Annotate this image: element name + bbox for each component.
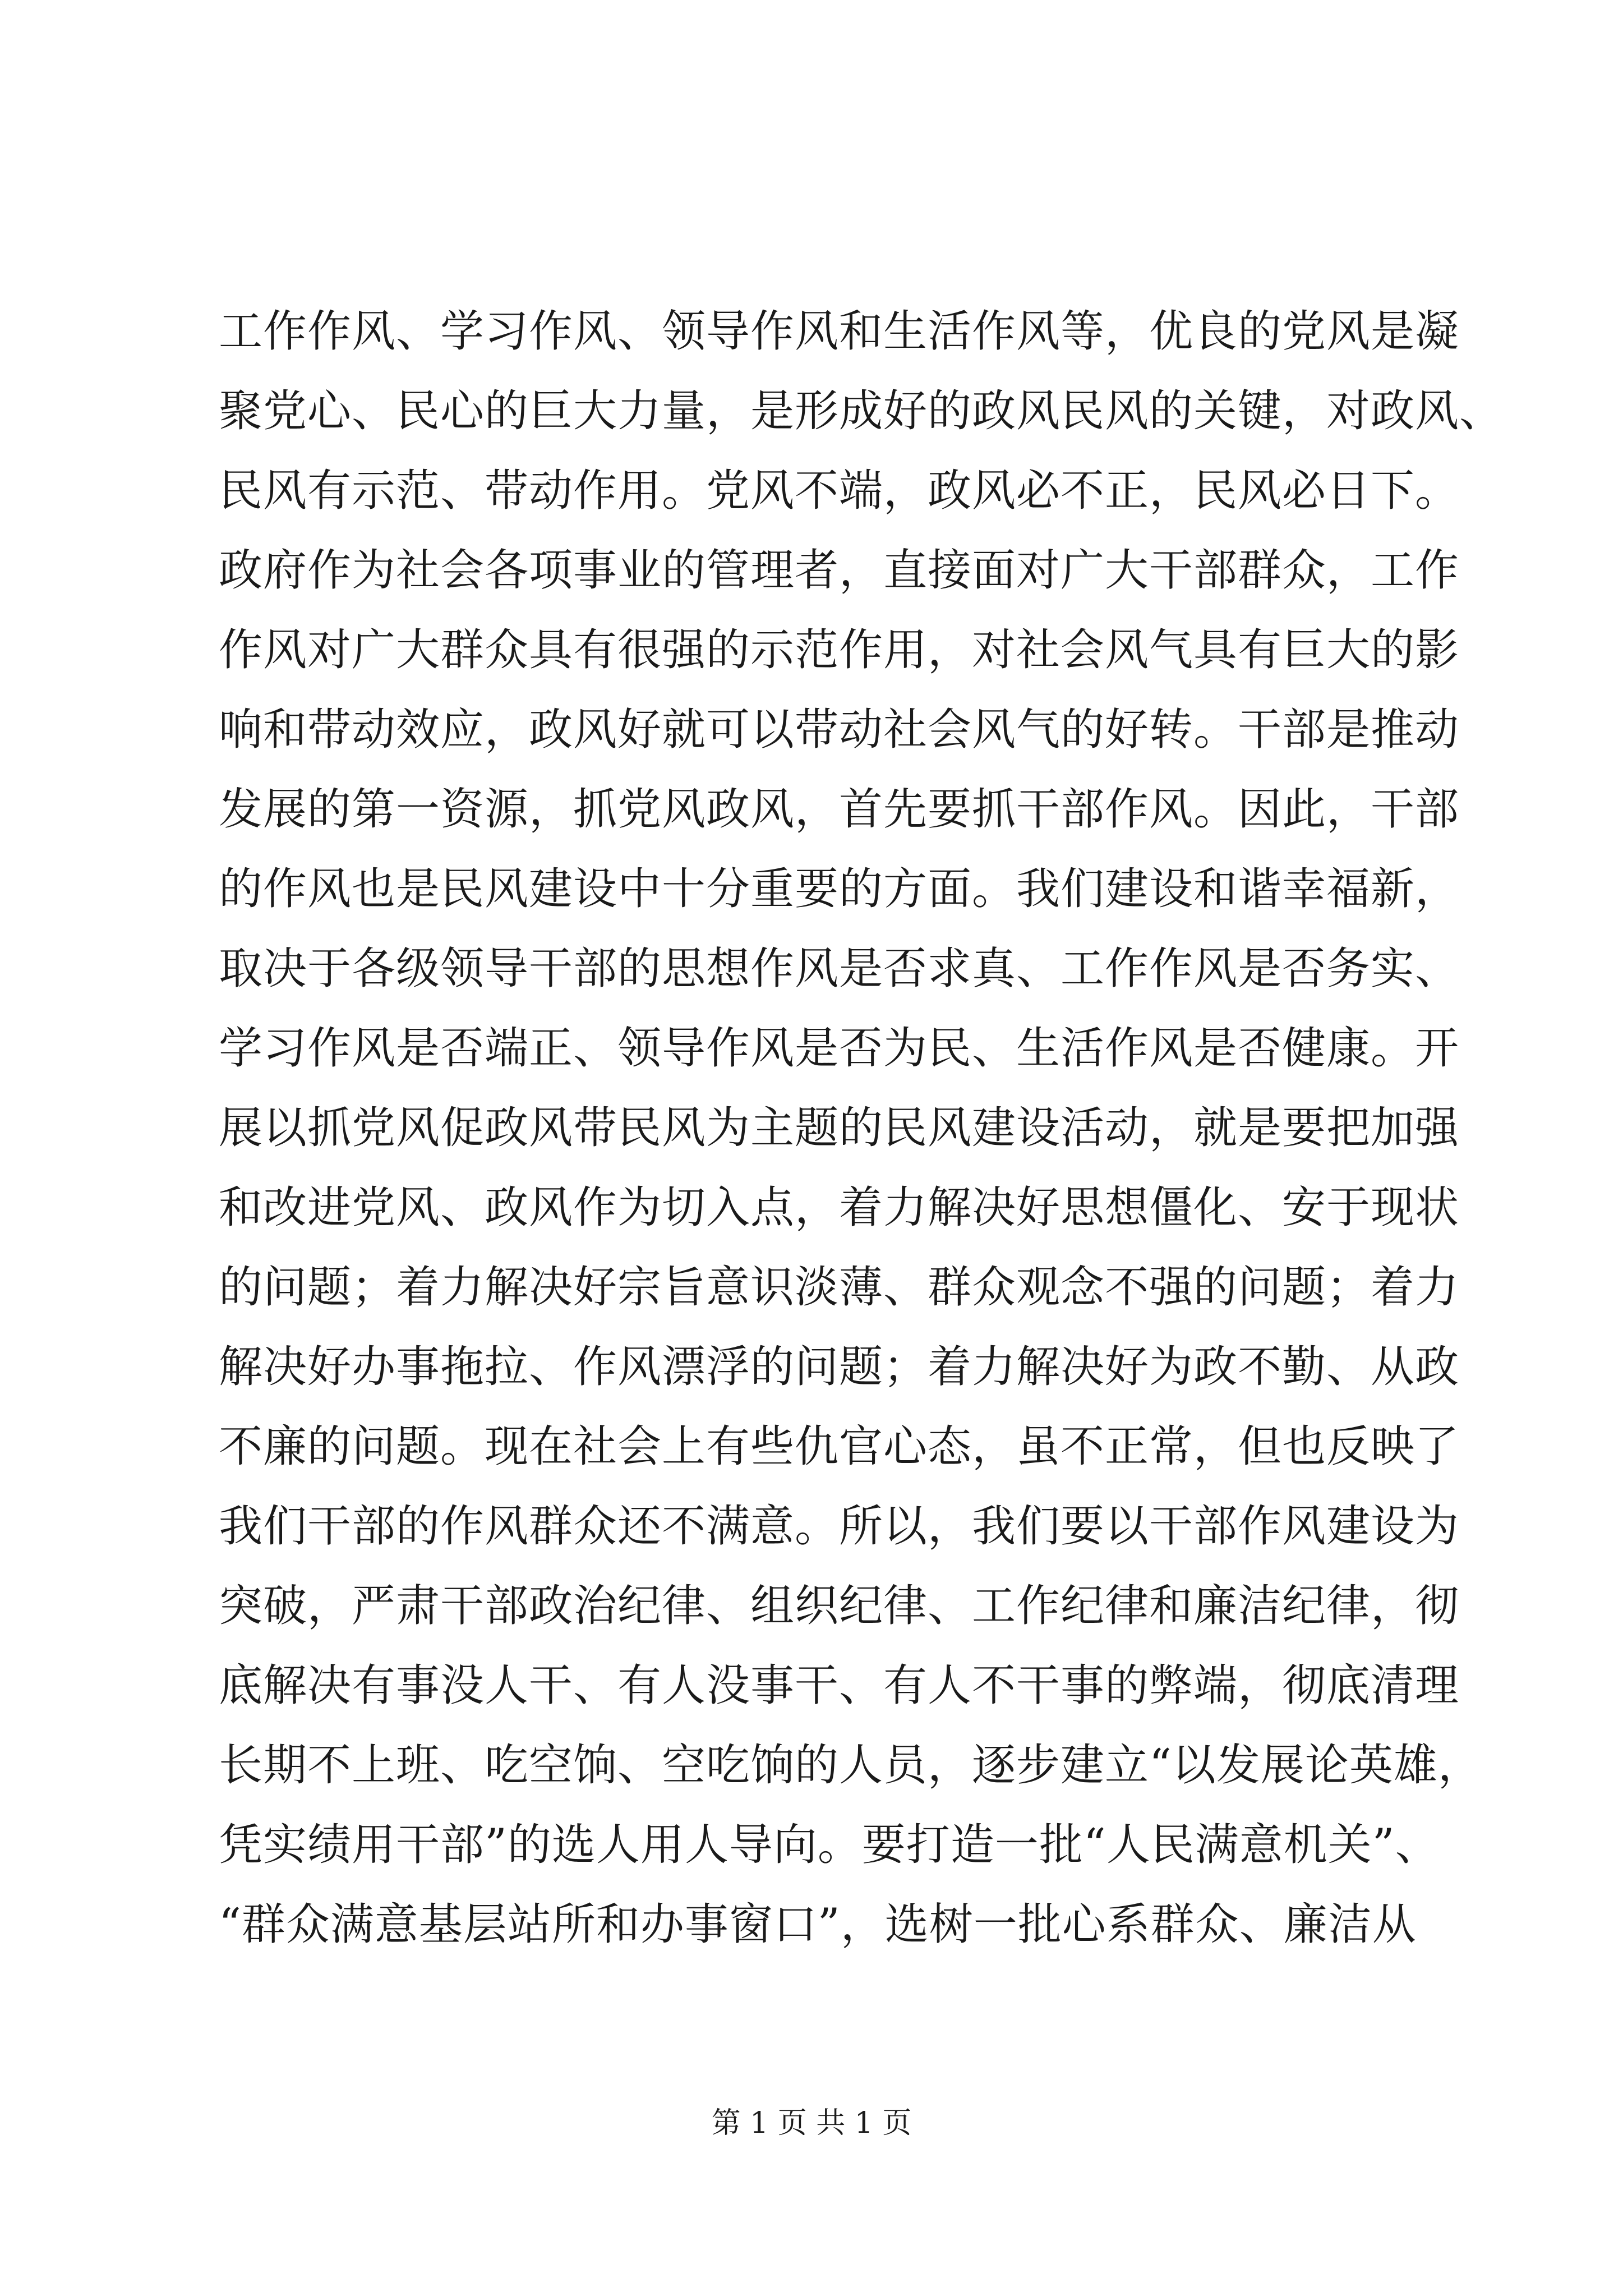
text-line: 聚党心、民心的巨大力量，是形成好的政风民风的关键，对政风、 <box>219 386 1504 436</box>
text-line: 和改进党风、政风作为切入点，着力解决好思想僵化、安于现状 <box>219 1182 1460 1233</box>
text-line: 解决好办事拖拉、作风漂浮的问题；着力解决好为政不勤、从政 <box>219 1342 1460 1392</box>
text-line: 工作作风、学习作风、领导作风和生活作风等，优良的党风是凝 <box>219 306 1460 357</box>
text-line: 民风有示范、带动作用。党风不端，政风必不正，民风必日下。 <box>219 466 1460 516</box>
text-line: 的问题；着力解决好宗旨意识淡薄、群众观念不强的问题；着力 <box>219 1262 1460 1313</box>
text-line: 政府作为社会各项事业的管理者，直接面对广大干部群众，工作 <box>219 545 1460 596</box>
page-footer <box>0 2104 1623 2143</box>
text-line: 作风对广大群众具有很强的示范作用，对社会风气具有巨大的影 <box>219 625 1460 675</box>
text-line: 响和带动效应，政风好就可以带动社会风气的好转。干部是推动 <box>219 705 1460 755</box>
text-line: 学习作风是否端正、领导作风是否为民、生活作风是否健康。开 <box>219 1023 1460 1074</box>
text-line: “群众满意基层站所和办事窗口”，选树一批心系群众、廉洁从 <box>219 1899 1417 1950</box>
text-line: 长期不上班、吃空饷、空吃饷的人员，逐步建立“以发展论英雄， <box>219 1740 1482 1791</box>
page-number-label: 第 1 页 共 1 页 <box>711 2106 912 2140</box>
text-line: 展以抓党风促政风带民风为主题的民风建设活动，就是要把加强 <box>219 1103 1460 1153</box>
text-line: 不廉的问题。现在社会上有些仇官心态，虽不正常，但也反映了 <box>219 1421 1460 1472</box>
text-line: 发展的第一资源，抓党风政风，首先要抓干部作风。因此，干部 <box>219 784 1460 835</box>
text-line: 我们干部的作风群众还不满意。所以，我们要以干部作风建设为 <box>219 1501 1460 1552</box>
text-line: 凭实绩用干部”的选人用人导向。要打造一批“人民满意机关”、 <box>219 1820 1440 1870</box>
text-line: 突破，严肃干部政治纪律、组织纪律、工作纪律和廉洁纪律，彻 <box>219 1581 1460 1631</box>
text-line: 取决于各级领导干部的思想作风是否求真、工作作风是否务实、 <box>219 944 1460 994</box>
body-text <box>219 292 1504 1964</box>
text-line: 底解决有事没人干、有人没事干、有人不干事的弊端，彻底清理 <box>219 1660 1460 1711</box>
text-line: 的作风也是民风建设中十分重要的方面。我们建设和谐幸福新， <box>219 864 1460 914</box>
